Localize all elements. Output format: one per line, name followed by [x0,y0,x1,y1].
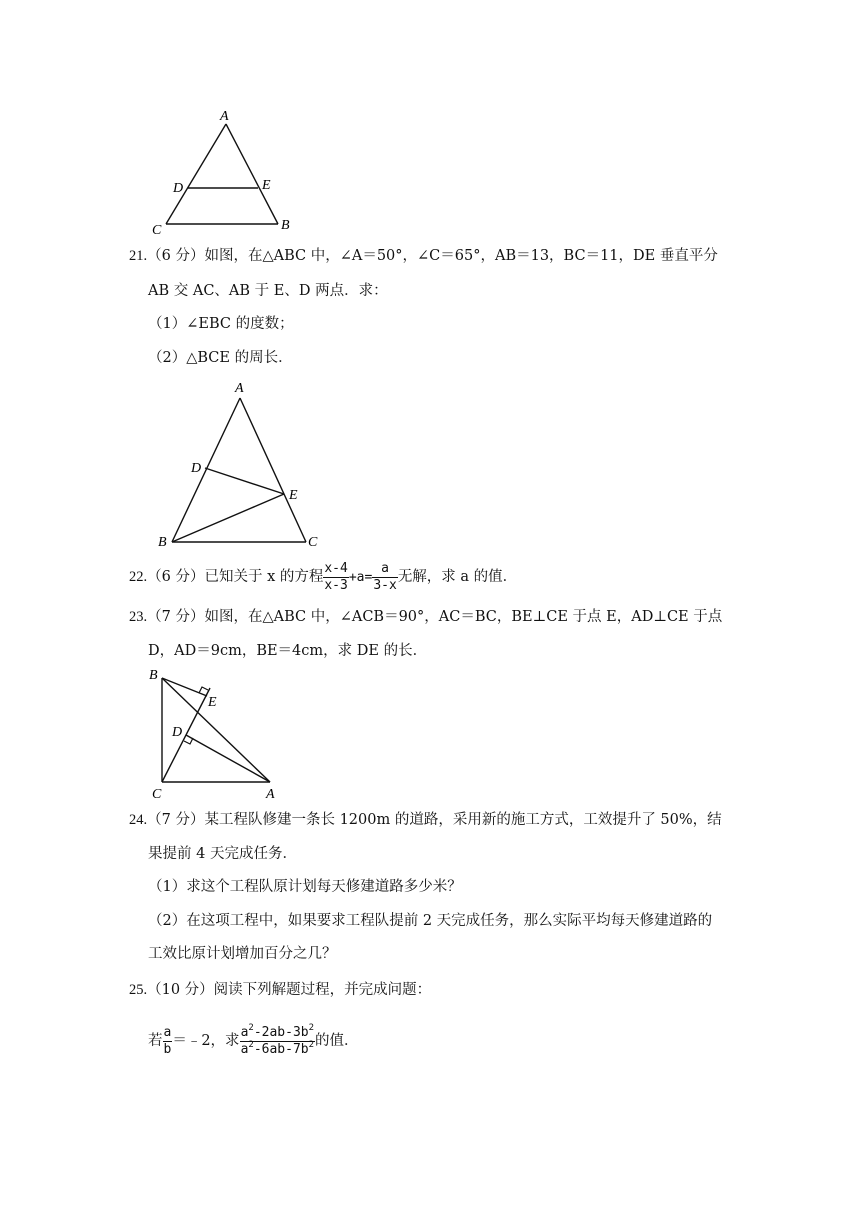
q21-text1: （6 分）如图，在△ABC 中，∠A＝50°，∠C＝65°，AB＝13，BC＝11，DE 垂直平分 [147,248,718,264]
q22-line [129,556,517,598]
q24-part1: （1）求这个工程队原计划每天修建道路多少米？ [148,879,462,895]
q23-text1: （7 分）如图，在△ABC 中，∠ACB＝90°，AC＝BC，BE⊥CE 于点 E，AD⊥CE 于点 [147,609,723,625]
q25-eq: ＝﹣2，求 [172,1033,240,1049]
q22-post: 无解，求 a 的值． [397,569,518,585]
q22-f1-den: x-3 [324,577,348,593]
q25-text1: （10 分）阅读下列解题过程，并完成问题： [147,982,432,998]
q23-line2: D，AD＝9cm，BE＝4cm，求 DE 的长． [148,643,428,659]
label-c: C [308,535,318,550]
label-b: B [149,668,158,683]
q25-fraction1 [163,1025,173,1058]
q22-fraction2 [372,561,397,594]
q25-post: 的值． [315,1033,359,1049]
figure-triangle-q20 [150,104,300,239]
q23-line1 [129,607,722,627]
label-b: B [281,218,290,233]
label-a: A [220,109,229,124]
q21-line1 [129,246,718,266]
q25-f1-den: b [163,1041,172,1057]
q21-part1: （1）∠EBC 的度数； [148,316,294,332]
label-d: D [173,181,184,196]
q24-line2: 果提前 4 天完成任务． [148,846,297,862]
q25-f1-num: a [163,1024,172,1040]
q22-f1-num: x-4 [324,560,348,576]
label-c: C [152,787,162,802]
label-a: A [235,381,244,396]
q22-mid: +a= [348,570,373,585]
q25-f2-den: $a^2-6ab-7b^2$ [240,1039,315,1057]
q21-part2: （2）△BCE 的周长． [148,350,293,366]
q23-number: 23. [129,609,148,625]
q22-f2-den: 3-x [373,577,397,593]
label-e: E [208,695,217,710]
q24-part3: 工效比原计划增加百分之几？ [148,946,337,962]
q24-line1 [129,810,722,830]
q24-text1: （7 分）某工程队修建一条长 1200m 的道路，采用新的施工方式，工效提升了 50%，结 [147,812,722,828]
q22-fraction1 [323,561,348,594]
q25-line2 [148,1018,359,1064]
q24-number: 24. [129,812,148,828]
q25-pre: 若 [148,1033,163,1049]
q25-fraction2 [240,1022,315,1058]
q25-f2-num: $a^2-2ab-3b^2$ [240,1022,315,1040]
label-b: B [158,535,167,550]
label-e: E [289,488,298,503]
q25-number: 25. [129,982,148,998]
figure-triangle-q21 [152,376,332,554]
label-d: D [172,725,183,740]
label-a: A [266,787,275,802]
q24-part2: （2）在这项工程中，如果要求工程队提前 2 天完成任务，那么实际平均每天修建道路的 [148,913,713,929]
label-c: C [152,223,162,238]
q22-f2-num: a [372,561,397,578]
q21-line2: AB 交 AC、AB 于 E、D 两点．求： [148,283,388,299]
q22-pre: （6 分）已知关于 x 的方程 [147,569,324,585]
q25-line1 [129,980,431,1000]
q21-number: 21. [129,248,148,264]
label-e: E [262,178,271,193]
figure-right-triangle-q23 [144,664,294,804]
label-d: D [191,461,202,476]
q22-number: 22. [129,569,148,585]
